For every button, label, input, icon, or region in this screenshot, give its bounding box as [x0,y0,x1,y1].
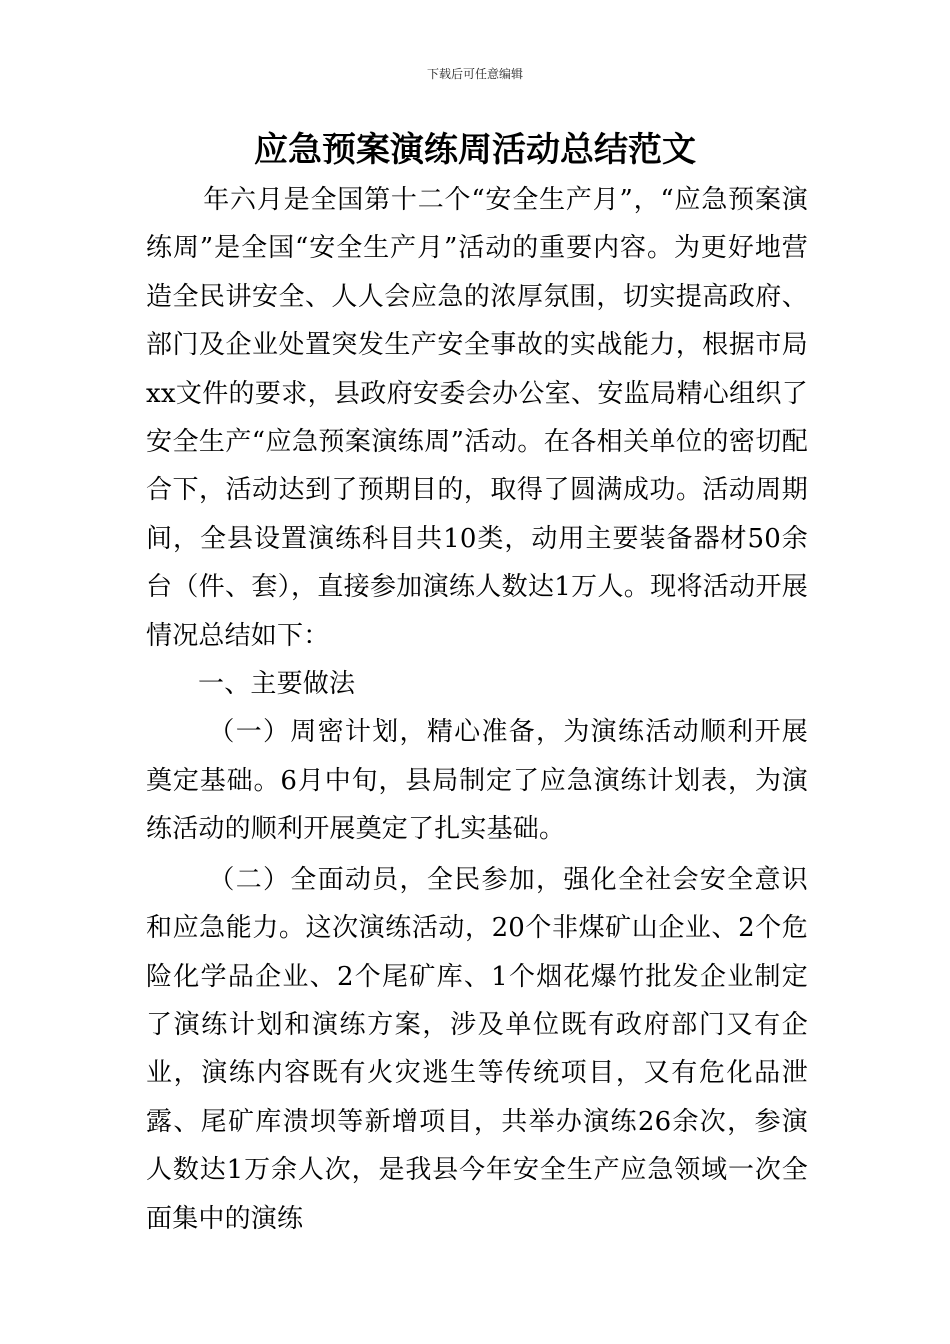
section-heading-main-practices: 一、主要做法 [198,669,356,700]
intro-paragraph: 年六月是全国第十二个“安全生产月”，“应急预案演练周”是全国“安全生产月”活动的重要内容。为更好地营造全民讲安全、人人会应急的浓厚氛围，切实提高政府、部门及企业处置突发生产安全事故的实战能力，根据市局xx文件的要求，县政府安委会办公室、安监局精心组织了安全生产“应急预案演练周”活动。在各相关单位的密切配合下，活动达到了预期目的，取得了圆满成功。活动周期间，全县设置演练科目共10类，动用主要装备器材50余台（件、套），直接参加演练人数达1万人。现将活动开展情况总结如下： [146,185,808,651]
download-note: 下载后可任意编辑 [426,67,523,81]
document-body [146,176,808,1243]
subsection-mobilization-paragraph: （二）全面动员，全民参加，强化全社会安全意识和应急能力。这次演练活动，20个非煤矿山企业、2个危险化学品企业、2个尾矿库、1个烟花爆竹批发企业制定了演练计划和演练方案，涉及单位既有政府部门又有企业，演练内容既有火灾逃生等传统项目，又有危化品泄露、尾矿库溃坝等新增项目，共举办演练26余次，参演人数达1万余人次，是我县今年安全生产应急领域一次全面集中的演练 [146,864,808,1234]
document-title: 应急预案演练周活动总结范文 [254,130,696,170]
subsection-planning-paragraph: （一）周密计划，精心准备，为演练活动顺利开展奠定基础。6月中旬，县局制定了应急演练计划表，为演练活动的顺利开展奠定了扎实基础。 [146,717,808,845]
